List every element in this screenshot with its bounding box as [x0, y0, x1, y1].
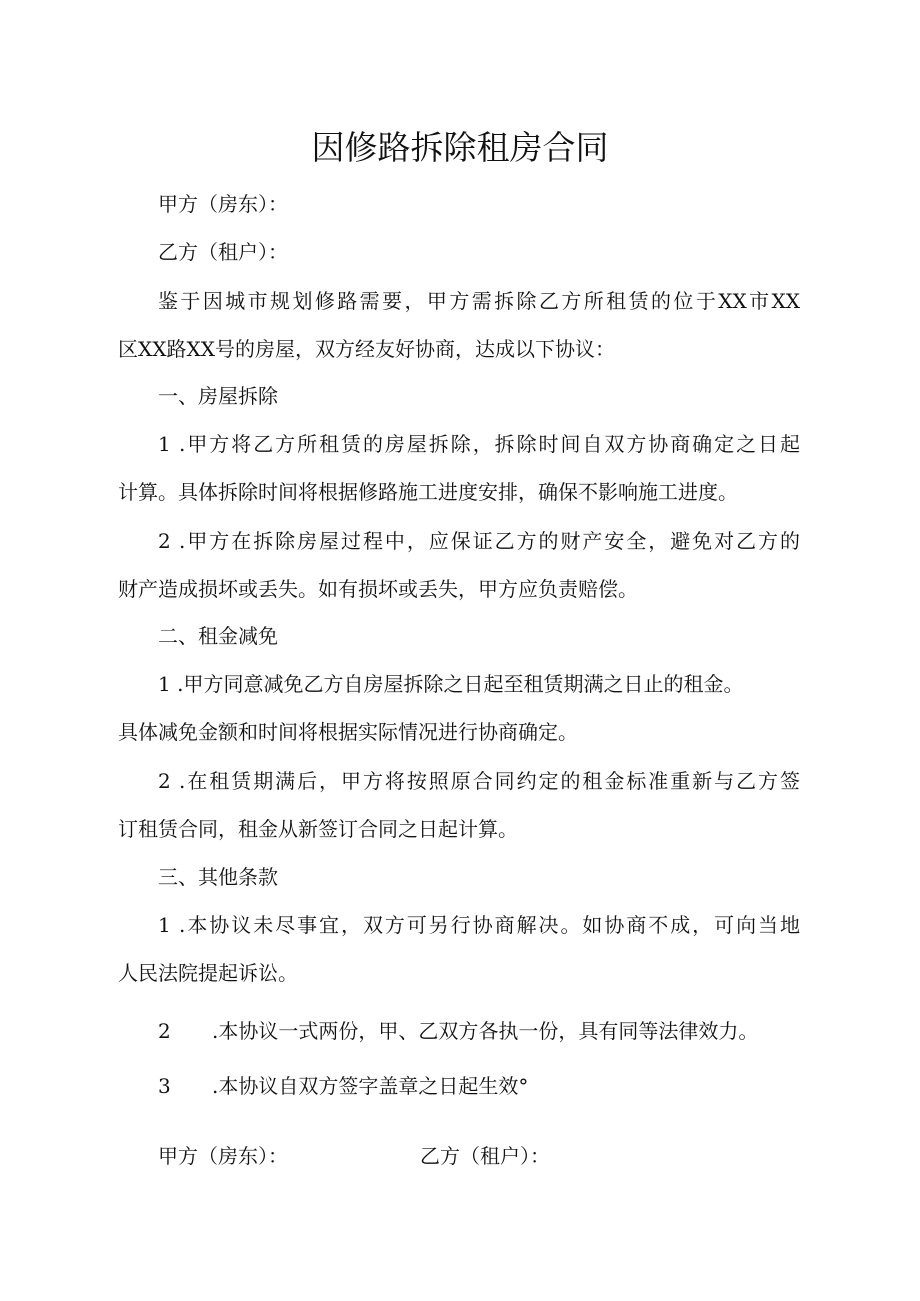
section-3-heading: 三、其他条款 [158, 865, 278, 889]
section-3-item-2-text: .本协议一式两份，甲、乙双方各执一份，具有同等法律效力。 [212, 1019, 759, 1043]
section-3-item-2-number: 2 [158, 1019, 171, 1043]
intro-line-2: 区XX路XX号的房屋，双方经友好协商，达成以下协议： [118, 337, 615, 361]
party-b-label: 乙方（租户）： [158, 240, 288, 264]
section-1-heading: 一、房屋拆除 [158, 384, 278, 408]
section-2-item-1-line-1: 1 .甲方同意减免乙方自房屋拆除之日起至租赁期满之日止的租金。 [158, 672, 744, 696]
section-1-item-1-line-1: 1 .甲方将乙方所租赁的房屋拆除，拆除时间自双方协商确定之日起 [158, 432, 800, 456]
section-2-item-2-line-2: 订租赁合同，租金从新签订合同之日起计算。 [118, 817, 518, 841]
section-1-item-1-line-2: 计算。具体拆除时间将根据修路施工进度安排，确保不影响施工进度。 [118, 480, 738, 504]
intro-line-1: 鉴于因城市规划修路需要，甲方需拆除乙方所租赁的位于XX市XX [158, 289, 800, 313]
section-2-item-2-line-1: 2 .在租赁期满后，甲方将按照原合同约定的租金标准重新与乙方签 [158, 769, 800, 793]
signature-party-a: 甲方（房东）： [158, 1144, 288, 1168]
section-2-item-1-line-2: 具体减免金额和时间将根据实际情况进行协商确定。 [118, 720, 578, 744]
document-title: 因修路拆除租房合同 [311, 128, 609, 167]
signature-party-b: 乙方（租户）： [420, 1144, 550, 1168]
section-3-item-1-line-1: 1 .本协议未尽事宜，双方可另行协商解决。如协商不成，可向当地 [158, 913, 800, 937]
section-3-item-3-number: 3 [158, 1074, 171, 1098]
section-3-item-3-text: .本协议自双方签字盖章之日起生效° [212, 1074, 529, 1098]
section-3-item-1-line-2: 人民法院提起诉讼。 [118, 961, 298, 985]
party-a-label: 甲方（房东）： [158, 192, 288, 216]
section-2-heading: 二、租金减免 [158, 624, 278, 648]
section-1-item-2-line-1: 2 .甲方在拆除房屋过程中，应保证乙方的财产安全，避免对乙方的 [158, 529, 800, 553]
section-1-item-2-line-2: 财产造成损坏或丢失。如有损坏或丢失，甲方应负责赔偿。 [118, 577, 638, 601]
